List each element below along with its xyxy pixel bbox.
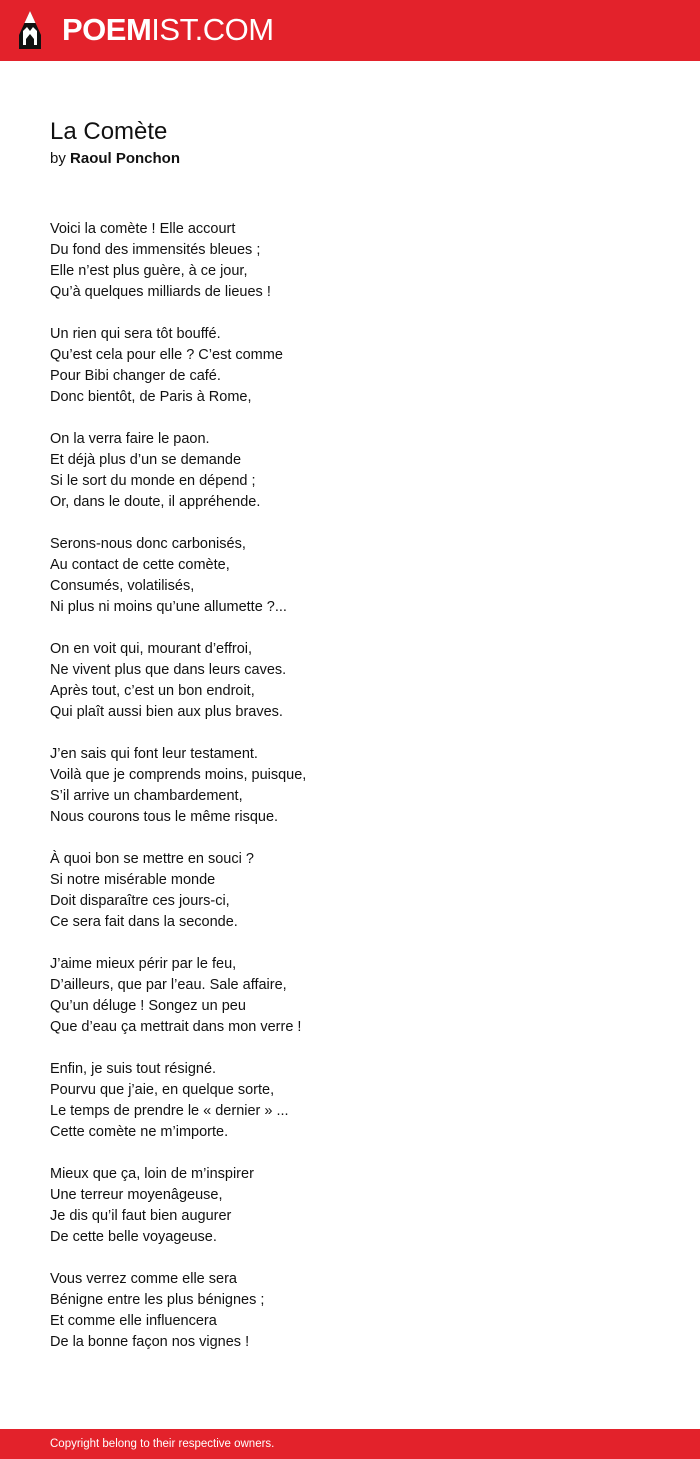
poem-stanza [50, 1269, 650, 1353]
poem-stanza [50, 1164, 650, 1248]
poem-line: Un rien qui sera tôt bouffé. [50, 326, 221, 342]
site-header [0, 0, 700, 61]
poem-line: Si le sort du monde en dépend ; [50, 473, 256, 489]
poem-line: Enfin, je suis tout résigné. [50, 1061, 217, 1077]
poem-line: Nous courons tous le même risque. [50, 809, 279, 825]
poem-title: La Comète [50, 118, 168, 145]
poem-line: Après tout, c’est un bon endroit, [50, 683, 255, 699]
poem-line: Qui plaît aussi bien aux plus braves. [50, 704, 283, 720]
poem-stanza [50, 219, 650, 303]
poem-line: Vous verrez comme elle sera [50, 1271, 237, 1287]
poem-byline [50, 149, 180, 169]
poem-line: Ni plus ni moins qu’une allumette ?... [50, 599, 287, 615]
poem-line: J’en sais qui font leur testament. [50, 746, 258, 762]
poem-line: Ne vivent plus que dans leurs caves. [50, 662, 287, 678]
poem-line: Voici la comète ! Elle accourt [50, 221, 236, 237]
poem-line: Et comme elle influencera [50, 1313, 217, 1329]
poem-body [50, 219, 650, 1374]
poem-line: Pourvu que j’aie, en quelque sorte, [50, 1082, 275, 1098]
poem-stanza [50, 954, 650, 1038]
poem-line: Bénigne entre les plus bénignes ; [50, 1292, 265, 1308]
poem-author: Raoul Ponchon [70, 150, 181, 167]
poem-line: Mieux que ça, loin de m’inspirer [50, 1166, 254, 1182]
poem-line: Si notre misérable monde [50, 872, 216, 888]
poem-line: Qu’est cela pour elle ? C’est comme [50, 347, 283, 363]
poem-stanza [50, 744, 650, 828]
poem-line: On en voit qui, mourant d’effroi, [50, 641, 253, 657]
poem-line: Cette comète ne m’importe. [50, 1124, 229, 1140]
poem-stanza [50, 429, 650, 513]
logo-bold-text: POEM [62, 12, 152, 47]
poem-line: Je dis qu’il faut bien augurer [50, 1208, 232, 1224]
poem-line: J’aime mieux périr par le feu, [50, 956, 237, 972]
poem-line: Pour Bibi changer de café. [50, 368, 221, 384]
poem-line: À quoi bon se mettre en souci ? [50, 851, 254, 867]
poem-line: Consumés, volatilisés, [50, 578, 195, 594]
poem-stanza [50, 324, 650, 408]
poem-line: S’il arrive un chambardement, [50, 788, 243, 804]
poem-line: On la verra faire le paon. [50, 431, 210, 447]
poem-line: Or, dans le doute, il appréhende. [50, 494, 261, 510]
poem-line: Donc bientôt, de Paris à Rome, [50, 389, 252, 405]
poem-line: Qu’un déluge ! Songez un peu [50, 998, 246, 1014]
poem-stanza [50, 849, 650, 933]
poem-line: Ce sera fait dans la seconde. [50, 914, 238, 930]
poem-stanza [50, 1059, 650, 1143]
poem-line: Le temps de prendre le « dernier » ... [50, 1103, 289, 1119]
poem-line: Une terreur moyenâgeuse, [50, 1187, 223, 1203]
poem-line: D’ailleurs, que par l’eau. Sale affaire, [50, 977, 287, 993]
poem-line: Au contact de cette comète, [50, 557, 230, 573]
site-logo[interactable] [62, 12, 274, 48]
poem-line: Et déjà plus d’un se demande [50, 452, 242, 468]
footer-copyright: Copyright belong to their respective owners. [50, 1438, 275, 1450]
poem-line: De la bonne façon nos vignes ! [50, 1334, 250, 1350]
site-footer [0, 1429, 700, 1459]
poem-line: Voilà que je comprends moins, puisque, [50, 767, 307, 783]
poem-stanza [50, 639, 650, 723]
poem-line: Que d’eau ça mettrait dans mon verre ! [50, 1019, 302, 1035]
pencil-mountain-icon[interactable] [17, 9, 43, 51]
poem-stanza [50, 534, 650, 618]
poem-line: Du fond des immensités bleues ; [50, 242, 261, 258]
poem-line: Serons-nous donc carbonisés, [50, 536, 246, 552]
poem-line: Elle n’est plus guère, à ce jour, [50, 263, 248, 279]
poem-line: Doit disparaître ces jours-ci, [50, 893, 230, 909]
byline-prefix: by [50, 150, 66, 167]
poem-line: De cette belle voyageuse. [50, 1229, 217, 1245]
logo-light-text: IST.COM [151, 12, 274, 47]
poem-line: Qu’à quelques milliards de lieues ! [50, 284, 271, 300]
